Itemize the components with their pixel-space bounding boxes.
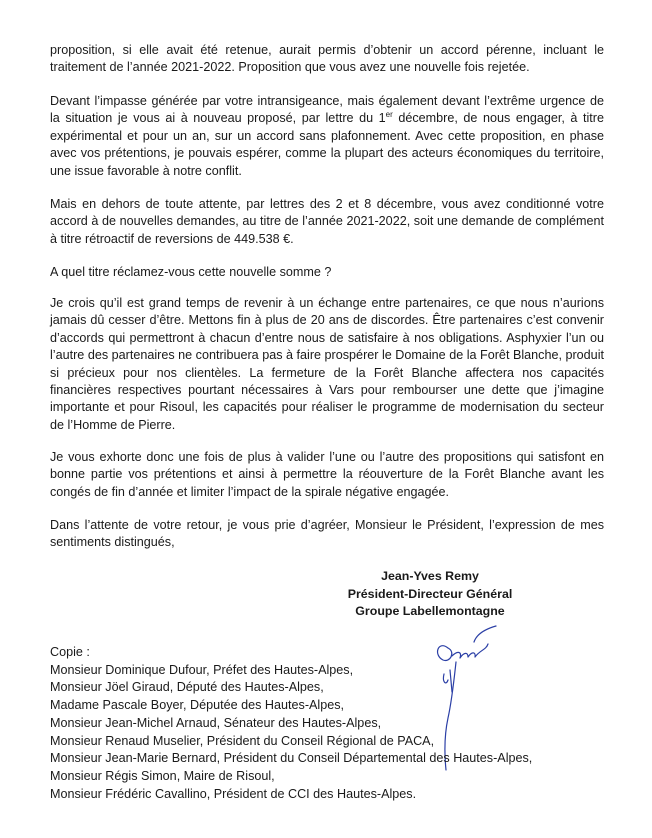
list-item: Madame Pascale Boyer, Députée des Hautes-Alpes, [50,698,345,713]
signatory-name: Jean-Yves Remy [381,569,479,583]
copies-list [50,644,610,803]
paragraph-exhortation: Je vous exhorte donc une fois de plus à valider l’une ou l’autre des propositions qui satisfont en bonne partie vos prétentions et ainsi à permettre la réouverture de la Forêt Blanche avant les congés de fin d’année et limiter l’impact de la spirale négative engagée. [50,450,604,499]
list-item: Monsieur Régis Simon, Maire de Risoul, [50,768,275,783]
copies-heading: Copie : [50,645,90,659]
paragraph-partners: Je crois qu’il est grand temps de revenir à un échange entre partenaires, ce que nous n’aurions jamais dû cesser d’être. Mettons fin à plus de 20 ans de discordes. Être partenaires c’est convenir d’accords qui permettront à chacun d’entre nous de satisfaire à nos obligations. Asphyxier l’un ou l’autre des partenaires ne contribuera pas à faire prospérer le Domaine de la Forêt Blanche, produit si précieux pour nos clientèles. La fermeture de la Forêt Blanche affectera nos capacités financières respectives pourtant nécessaires à Vars pour rembourser une dette que j’imagine importante et pour Risoul, les capacités pour réaliser le programme de modernisation du secteur de l’Homme de Pierre. [50,296,604,432]
paragraph-new-proposal-start: Devant l’impasse générée par votre intransigeance, mais également devant l’extrême urgence de la situation je vous ai à nouveau proposé, par lettre du 1 [50,94,604,126]
list-item: Monsieur Frédéric Cavallino, Président de CCI des Hautes-Alpes. [50,786,417,801]
list-item: Monsieur Renaud Muselier, Président du Conseil Régional de PACA, [50,733,435,748]
list-item: Monsieur Dominique Dufour, Préfet des Hautes-Alpes, [50,662,354,677]
list-item: Monsieur Jean-Marie Bernard, Président du Conseil Départemental des Hautes-Alpes, [50,751,533,766]
list-item: Monsieur Jöel Giraud, Député des Hautes-Alpes, [50,680,324,695]
paragraph-new-demands: Mais en dehors de toute attente, par lettres des 2 et 8 décembre, vous avez conditionné votre accord à de nouvelles demandes, au titre de l’année 2021-2022, soit une demande de complément à titre rétroactif de reversions de 449.538 €. [50,197,604,246]
paragraph-proposition-rejected: proposition, si elle avait été retenue, aurait permis d’obtenir un accord pérenne, incluant le traitement de l’année 2021-2022. Proposition que vous avez une nouvelle fois rejetée. [50,43,604,75]
ordinal-superscript: er [385,110,393,120]
paragraph-new-proposal [50,93,604,180]
paragraph-closing: Dans l’attente de votre retour, je vous prie d’agréer, Monsieur le Président, l’expression de mes sentiments distingués, [50,518,604,550]
list-item: Monsieur Jean-Michel Arnaud, Sénateur des Hautes-Alpes, [50,715,382,730]
signatory-title: Président-Directeur Général [347,586,513,601]
paragraph-new-proposal-end: décembre, de nous engager, à titre expérimental et pour un an, sur un accord sans plafonnement. Avec cette proposition, en phase avec vos prétentions, je pouvais espérer, comme la plupart des acteurs économiques du territoire, une issue favorable à notre conflit. [50,111,604,178]
signatory-company: Groupe Labellemontagne [355,604,505,619]
paragraph-question: A quel titre réclamez-vous cette nouvelle somme ? [50,265,332,279]
